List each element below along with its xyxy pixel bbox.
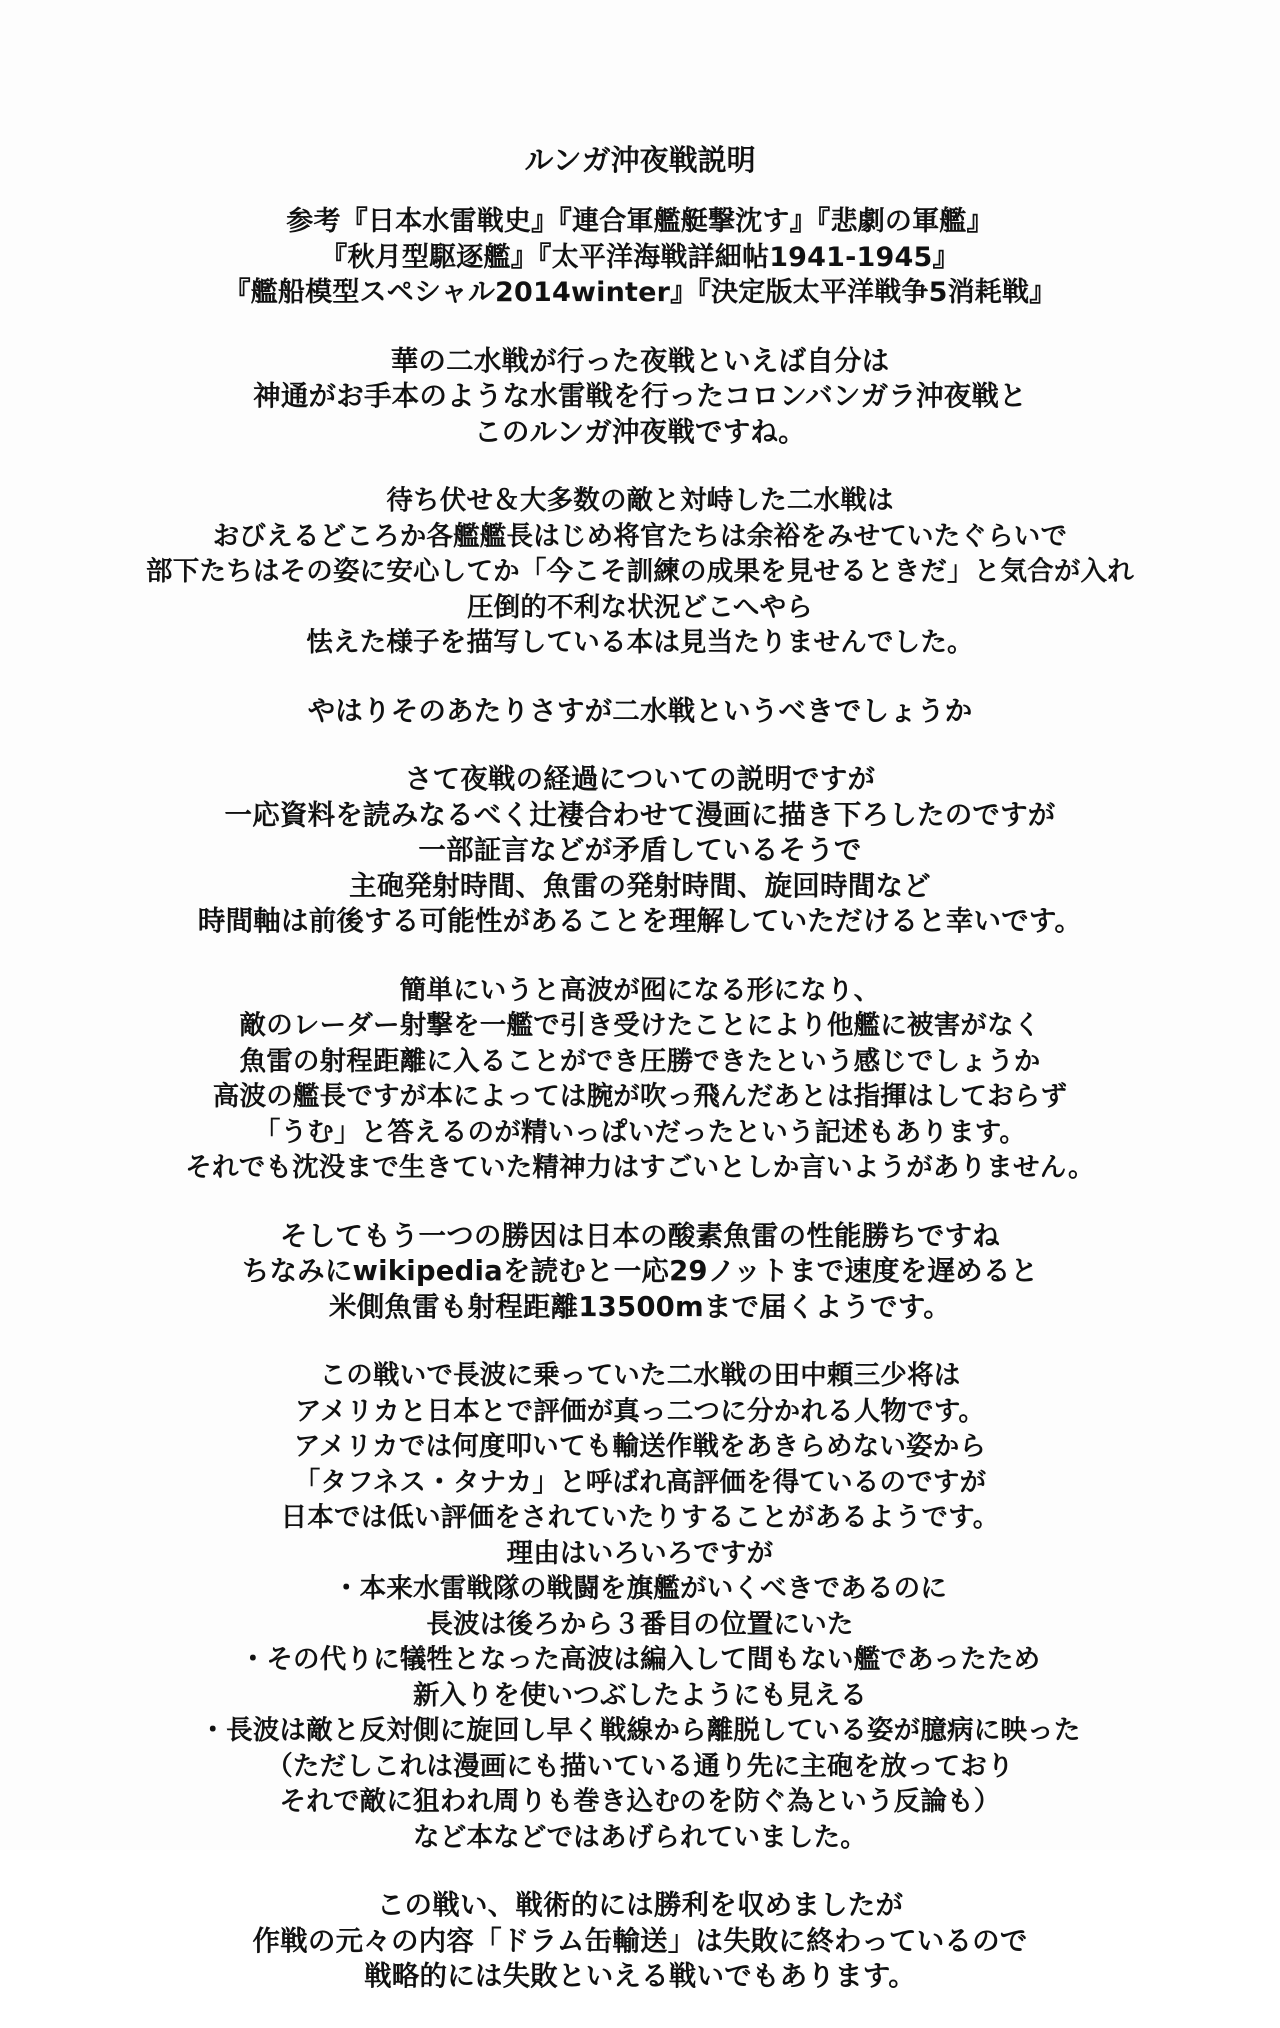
text-line: 高波の艦長ですが本によっては腕が吹っ飛んだあとは指揮はしておらず [212,1081,1068,1112]
text-line: 待ち伏せ＆大多数の敵と対峙した二水戦は [386,485,894,516]
text-line: 敵のレーダー射撃を一艦で引き受けたことにより他艦に被害がなく [239,1010,1041,1041]
text-line: おびえるどころか各艦艦長はじめ将官たちは余裕をみせていたぐらいで [212,520,1068,552]
reference-line: 参考『日本水雷戦史』『連合軍艦艇撃沈す』『悲劇の軍艦』 [286,206,994,237]
reference-line: 『艦船模型スペシャル2014winter』『決定版太平洋戦争5消耗戦』 [223,277,1057,308]
text-line: など本などではあげられていました。 [413,1821,867,1853]
text-line: それで敵に狙われ周りも巻き込むのを防ぐ為という反論も） [279,1786,1001,1817]
text-line: 神通がお手本のような水雷戦を行ったコロンバンガラ沖夜戦と [253,380,1027,412]
paragraph-timeline [60,762,1220,940]
text-line: さて夜戦の経過についての説明ですが [404,763,876,795]
text-line: 「うむ」と答えるのが精いっぱいだったという記述もあります。 [253,1116,1027,1148]
text-line: やはりそのあたりさすが二水戦というべきでしょうか [307,694,973,727]
text-line: 一応資料を読みなるべく辻褄合わせて漫画に描き下ろしたのですが [224,798,1056,831]
text-line: それでも沈没まで生きていた精神力はすごいとしか言いようがありません。 [185,1152,1095,1183]
text-line: 米側魚雷も射程距離13500mまで届くようです。 [329,1290,951,1323]
text-line: ・その代りに犠牲となった高波は編入して間もない艦であったため [239,1644,1041,1675]
paragraph-intro [60,344,1220,451]
text-line: ・本来水雷戦隊の戦闘を旗艦がいくべきであるのに [332,1573,948,1604]
paragraph-torpedo [60,1219,1220,1326]
text-line: そしてもう一つの勝因は日本の酸素魚雷の性能勝ちですね [280,1219,1000,1252]
text-line: このルンガ沖夜戦ですね。 [474,415,806,448]
text-line: 「タフネス・タナカ」と呼ばれ高評価を得ているのですが [293,1466,987,1498]
text-line: この戦いで長波に乗っていた二水戦の田中頼三少将は [319,1360,961,1391]
text-line: 部下たちはその姿に安心してか「今こそ訓練の成果を見せるときだ」と気合が入れ [146,556,1134,587]
paragraph-comment [60,694,1220,730]
text-line: 怯えた様子を描写している本は見当たりませんでした。 [306,627,974,658]
paragraph-takanami [60,973,1220,1186]
reference-line: 『秋月型駆逐艦』『太平洋海戦詳細帖1941-1945』 [320,241,960,273]
text-line: 主砲発射時間、魚雷の発射時間、旋回時間など [349,869,931,902]
text-line: （ただしこれは漫画にも描いている通り先に主砲を放っており [266,1750,1014,1782]
text-line: 理由はいろいろですが [506,1537,774,1569]
text-line: 圧倒的不利な状況どこへやら [466,591,814,623]
text-line: 簡単にいうと高波が囮になる形になり、 [399,974,881,1006]
text-line: 魚雷の射程距離に入ることができ圧勝できたという感じでしょうか [239,1045,1041,1077]
text-line: 長波は後ろから３番目の位置にいた [426,1608,854,1640]
document-title: ルンガ沖夜戦説明 [524,143,756,177]
text-line: 日本では低い評価をされていたりすることがあるようです。 [280,1502,1000,1533]
text-line: アメリカでは何度叩いても輸送作戦をあきらめない姿から [293,1431,987,1462]
text-line: 戦略的には失敗といえる戦いでもあります。 [364,1960,916,1992]
text-line: 一部証言などが矛盾しているそうで [418,834,862,866]
paragraph-conclusion [60,1888,1220,1995]
text-line: アメリカと日本とで評価が真っ二つに分かれる人物です。 [294,1395,986,1427]
paragraph-tanaka [60,1358,1220,1855]
text-line: 新入りを使いつぶしたようにも見える [413,1679,867,1711]
references-block [60,204,1220,311]
text-line: ちなみにwikipediaを読むと一応29ノットまで速度を遅めると [241,1255,1039,1287]
paragraph-ambush [60,483,1220,661]
text-line: 時間軸は前後する可能性があることを理解していただけると幸いです。 [197,905,1083,937]
text-line: 華の二水戦が行った夜戦といえば自分は [390,344,890,377]
text-line: 作戦の元々の内容「ドラム缶輸送」は失敗に終わっているので [252,1924,1028,1957]
text-line: この戦い、戦術的には勝利を収めましたが [376,1889,904,1921]
document-body [60,142,1220,2028]
text-line: ・長波は敵と反対側に旋回し早く戦線から離脱している姿が臆病に映った [199,1715,1081,1746]
